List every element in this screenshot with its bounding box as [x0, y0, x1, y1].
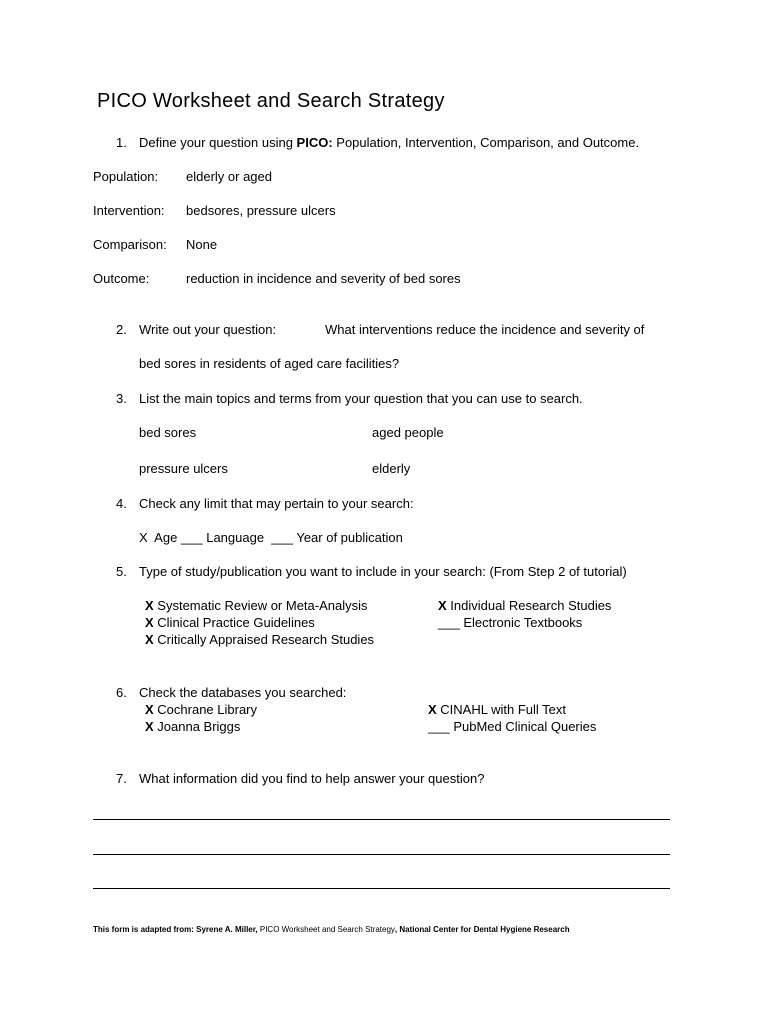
answer-line — [93, 819, 670, 820]
q3-term: aged people — [372, 425, 444, 440]
q1-text-after: Population, Intervention, Comparison, and Outcome. — [332, 135, 640, 150]
answer-line — [93, 854, 670, 855]
population-value: elderly or aged — [186, 169, 272, 184]
q6-db-pubmed — [428, 719, 596, 735]
q6-text: Check the databases you searched: — [139, 685, 347, 700]
q6-db-cochrane — [145, 702, 257, 718]
outcome-label: Outcome: — [93, 271, 150, 286]
page-title: PICO Worksheet and Search Strategy — [97, 90, 445, 112]
q3-term: bed sores — [139, 425, 197, 440]
comparison-value: None — [186, 237, 218, 252]
q1-pico-term: PICO: — [296, 135, 333, 150]
q4-text: Check any limit that may pertain to your search: — [139, 496, 414, 511]
footer-emphasis: PICO Worksheet and Search Strategy — [259, 925, 395, 934]
footer-suffix: , National Center for Dental Hygiene Research — [394, 925, 570, 934]
check-mark: X — [145, 702, 154, 717]
check-mark: X — [145, 598, 154, 613]
option-label: Cochrane Library — [153, 702, 257, 717]
footer-attribution — [93, 925, 570, 935]
q6-db-joanna-briggs — [145, 719, 240, 735]
intervention-label: Intervention: — [93, 203, 165, 218]
q5-option-clinical-guidelines — [145, 615, 315, 631]
q5-option-individual-studies — [438, 598, 611, 614]
option-label: Electronic Textbooks — [459, 615, 583, 630]
q4-limit-options: X Age ___ Language ___ Year of publication — [139, 530, 403, 545]
footer-prefix: This form is adapted from: Syrene A. Miller, — [93, 925, 260, 934]
q2-answer-line-2: bed sores in residents of aged care facilities? — [139, 356, 400, 371]
q2-number: 2. — [116, 322, 127, 337]
option-label: Clinical Practice Guidelines — [153, 615, 315, 630]
q2-label: Write out your question: — [139, 322, 277, 337]
blank-mark: ___ — [428, 719, 450, 734]
population-label: Population: — [93, 169, 159, 184]
q5-text: Type of study/publication you want to include in your search: (From Step 2 of tutorial) — [139, 564, 627, 579]
q3-text: List the main topics and terms from your question that you can use to search. — [139, 391, 583, 406]
q6-db-cinahl — [428, 702, 566, 718]
q7-number: 7. — [116, 771, 127, 786]
q5-option-systematic-review — [145, 598, 368, 614]
q5-number: 5. — [116, 564, 127, 579]
q3-number: 3. — [116, 391, 127, 406]
q3-term: pressure ulcers — [139, 461, 228, 476]
comparison-label: Comparison: — [93, 237, 167, 252]
option-label: CINAHL with Full Text — [436, 702, 566, 717]
check-mark: X — [145, 719, 154, 734]
blank-mark: ___ — [438, 615, 460, 630]
q6-number: 6. — [116, 685, 127, 700]
check-mark: X — [428, 702, 437, 717]
check-mark: X — [438, 598, 447, 613]
q5-option-textbooks — [438, 615, 582, 631]
check-mark: X — [145, 632, 154, 647]
q5-option-appraised-studies — [145, 632, 374, 648]
option-label: Critically Appraised Research Studies — [153, 632, 375, 647]
answer-line — [93, 888, 670, 889]
q7-text: What information did you find to help answer your question? — [139, 771, 485, 786]
q4-number: 4. — [116, 496, 127, 511]
q1-text-before: Define your question using — [139, 135, 297, 150]
intervention-value: bedsores, pressure ulcers — [186, 203, 336, 218]
q2-answer-line-1: What interventions reduce the incidence and severity of — [325, 322, 645, 337]
q1-number: 1. — [116, 135, 127, 150]
check-mark: X — [145, 615, 154, 630]
q1-text — [139, 135, 639, 151]
outcome-value: reduction in incidence and severity of bed sores — [186, 271, 461, 286]
option-label: PubMed Clinical Queries — [449, 719, 597, 734]
option-label: Joanna Briggs — [153, 719, 241, 734]
option-label: Systematic Review or Meta-Analysis — [153, 598, 368, 613]
option-label: Individual Research Studies — [446, 598, 612, 613]
q3-term: elderly — [372, 461, 411, 476]
